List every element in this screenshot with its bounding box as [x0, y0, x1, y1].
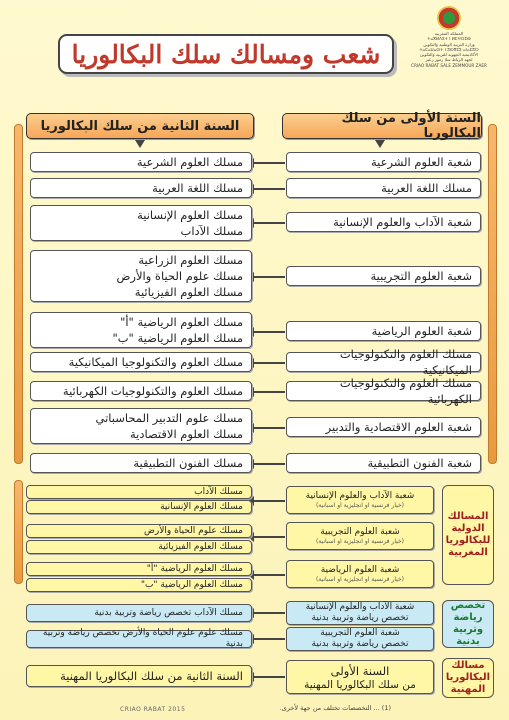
- international-tag-label: المسالك الدولية للبكالوريا المغربية: [445, 511, 491, 558]
- arrow-left-icon: [253, 427, 285, 429]
- first-year-box: [286, 266, 481, 286]
- footer-credit: CRIAO RABAT 2015: [120, 706, 186, 713]
- second-year-box: [30, 312, 252, 348]
- logo-line: الأكاديمية الجهوية للتربية والتكوين: [420, 52, 478, 58]
- footer-note: (1) ... التخصصات تختلف من جهة لأخرى.: [279, 704, 391, 712]
- sport-first-year-box: [286, 601, 434, 625]
- first-year-box: [286, 347, 481, 377]
- first-year-box: [286, 152, 481, 172]
- professional-tag: [442, 658, 494, 698]
- track-label: مسلك العلوم الاقتصادية: [129, 427, 243, 441]
- arrow-left-icon: [253, 500, 285, 502]
- second-year-header: السنة الثانية من سلك البكالوريا: [26, 113, 254, 139]
- track-label: مسلك العلوم الرياضية "ب": [112, 331, 243, 345]
- stream-label: تخصص رياضة وتربية بدنية: [311, 613, 409, 623]
- left-rail: [14, 480, 23, 584]
- arrow-left-icon: [253, 222, 285, 224]
- track-label: مسلك اللغة العربية: [152, 181, 243, 195]
- pro-first-year-box: [286, 660, 434, 694]
- intl-second-year-box: [26, 540, 252, 554]
- track-label: مسلك الآداب: [180, 224, 243, 238]
- stream-label: مسلك العلوم والتكنولوجيات الكهربائية: [339, 376, 472, 406]
- professional-tag-label: مسالك البكالوريا المهنية: [445, 660, 491, 695]
- intl-second-year-box: [26, 524, 252, 538]
- intl-second-year-box: [26, 578, 252, 592]
- sport-tag: [442, 600, 494, 648]
- international-tag: [442, 485, 494, 585]
- second-year-box: [30, 152, 252, 172]
- first-year-box: [286, 178, 481, 198]
- track-label: مسلك العلوم والتكنولوجيا الميكانيكية: [68, 355, 243, 369]
- arrow-left-icon: [253, 362, 285, 364]
- track-label: السنة الثانية من سلك البكالوريا المهنية: [60, 669, 243, 683]
- arrow-left-icon: [253, 574, 285, 576]
- stream-label: شعبة العلوم الشرعية: [370, 155, 472, 169]
- logo-line: وزارة التربية الوطنية والتكوين: [423, 41, 475, 47]
- track-label: مسلك العلوم الرياضية "أ": [120, 315, 243, 329]
- track-label: مسلك العلوم والتكنولوجيات الكهربائية: [62, 384, 243, 398]
- track-label: مسلك العلوم الإنسانية: [160, 501, 243, 512]
- logo-line: لجهة الرباط سلا زمور زعير: [425, 57, 473, 63]
- stream-label: من سلك البكالوريا المهنية: [304, 678, 416, 691]
- logo-line: المملكة المغربية: [434, 31, 464, 36]
- stream-label: شعبة العلوم الرياضية: [371, 324, 472, 338]
- arrow-left-icon: [253, 331, 285, 333]
- second-year-box: [30, 250, 252, 302]
- track-label: مسلك علوم الحياة والأرض: [144, 525, 243, 536]
- second-year-box: [30, 408, 252, 444]
- language-note: (خيار فرنسية او انجليزية او اسبانية): [315, 537, 405, 545]
- first-year-box: [286, 453, 481, 473]
- track-label: مسلك علوم التدبير المحاسباتي: [95, 411, 243, 425]
- left-rail: [14, 124, 23, 464]
- intl-first-year-box: [286, 560, 434, 588]
- arrow-left-icon: [253, 463, 285, 465]
- arrow-left-icon: [253, 188, 285, 190]
- intl-first-year-box: [286, 522, 434, 550]
- language-note: (خيار فرنسية او انجليزية او اسبانية): [315, 501, 405, 509]
- sport-second-year-box: [26, 630, 252, 648]
- arrow-left-icon: [253, 638, 285, 640]
- page-title-box: [58, 34, 394, 74]
- stream-label: شعبة العلوم التجريبية: [370, 269, 472, 283]
- stream-label: شعبة الآداب والعلوم الإنسانية: [305, 602, 415, 612]
- track-label: مسلك العلوم الشرعية: [136, 155, 243, 169]
- sport-first-year-box: [286, 627, 434, 651]
- stream-label: شعبة الفنون التطبيقية: [367, 456, 472, 470]
- arrow-left-icon: [253, 391, 285, 393]
- second-year-box: [30, 352, 252, 372]
- track-label: مسلك العلوم الزراعية: [138, 253, 243, 267]
- track-label: مسلك الآداب تخصص رياضة وتربية بدنية: [94, 607, 243, 618]
- arrow-left-icon: [253, 612, 285, 614]
- stream-label: شعبة الآداب والعلوم الإنسانية: [305, 490, 415, 501]
- second-year-box: [30, 205, 252, 241]
- track-label: مسلك علوم علوم الحياة والأرض تخصص رياضة وتربية بدنية: [42, 628, 243, 649]
- arrow-left-icon: [253, 276, 285, 278]
- intl-second-year-box: [26, 500, 252, 514]
- track-label: مسلك الفنون التطبيقية: [133, 456, 243, 470]
- arrow-left-icon: [253, 676, 285, 678]
- first-year-box: [286, 417, 481, 437]
- logo-line: CRIAO RABAT SALE ZEMMOUR ZAER: [411, 62, 487, 68]
- stream-label: شعبة العلوم التجريبية: [320, 526, 400, 537]
- right-rail: [488, 124, 497, 464]
- second-year-box: [30, 178, 252, 198]
- stream-label: شعبة الآداب والعلوم الإنسانية: [333, 215, 472, 229]
- pro-second-year-box: [26, 665, 252, 687]
- logo-line: ⵜⴰⵎⴰⵡⴰⵙⵜ ⵏ ⵓⵙⴳⵎⵉ ⴰⵏⴰⵎⵓⵔ: [419, 46, 479, 52]
- stream-label: مسلك العلوم والتكنولوجيات الميكانيكية: [339, 347, 472, 377]
- track-label: مسلك العلوم الرياضية "ب": [140, 579, 243, 590]
- ministry-logo: [397, 6, 501, 80]
- sport-tag-label: تخصص رياضة وتربية بدنية: [450, 600, 486, 647]
- intl-first-year-box: [286, 486, 434, 514]
- arrow-left-icon: [253, 536, 285, 538]
- stream-label: مسلك اللغة العربية: [381, 181, 472, 195]
- stream-label: شعبة العلوم التجريبية: [320, 628, 400, 638]
- logo-line: ⵜⴰⴳⵍⴷⵉⵜ ⵏ ⵍⵎⵖⵔⵉⴱ: [427, 36, 471, 42]
- stream-label: شعبة العلوم الرياضية: [320, 564, 400, 575]
- track-label: مسلك علوم الحياة والأرض: [116, 269, 243, 283]
- track-label: مسلك الآداب: [194, 486, 243, 497]
- first-year-box: [286, 376, 481, 406]
- first-year-header: السنة الأولى من سلك البكالوريا: [282, 113, 482, 139]
- intl-second-year-box: [26, 485, 252, 499]
- track-label: مسلك العلوم الرياضية "أ": [146, 563, 243, 574]
- first-year-box: [286, 321, 481, 341]
- language-note: (خيار فرنسية او انجليزية او اسبانية): [315, 575, 405, 583]
- track-label: مسلك العلوم الفيزيائية: [134, 285, 243, 299]
- sport-second-year-box: [26, 604, 252, 622]
- second-year-box: [30, 381, 252, 401]
- stream-label: السنة الأولى: [330, 663, 390, 678]
- track-label: مسلك العلوم الإنسانية: [137, 208, 243, 222]
- coat-of-arms-icon: [437, 6, 461, 30]
- intl-second-year-box: [26, 562, 252, 576]
- page-title: شعب ومسالك سلك البكالوريا: [71, 39, 381, 69]
- arrow-down-icon: [375, 140, 385, 148]
- stream-label: تخصص رياضة وتربية بدنية: [311, 639, 409, 649]
- first-year-box: [286, 212, 481, 232]
- second-year-box: [30, 453, 252, 473]
- arrow-down-icon: [135, 140, 145, 148]
- stream-label: شعبة العلوم الاقتصادية والتدبير: [325, 420, 472, 434]
- track-label: مسلك العلوم الفيزيائية: [158, 541, 243, 552]
- arrow-left-icon: [253, 162, 285, 164]
